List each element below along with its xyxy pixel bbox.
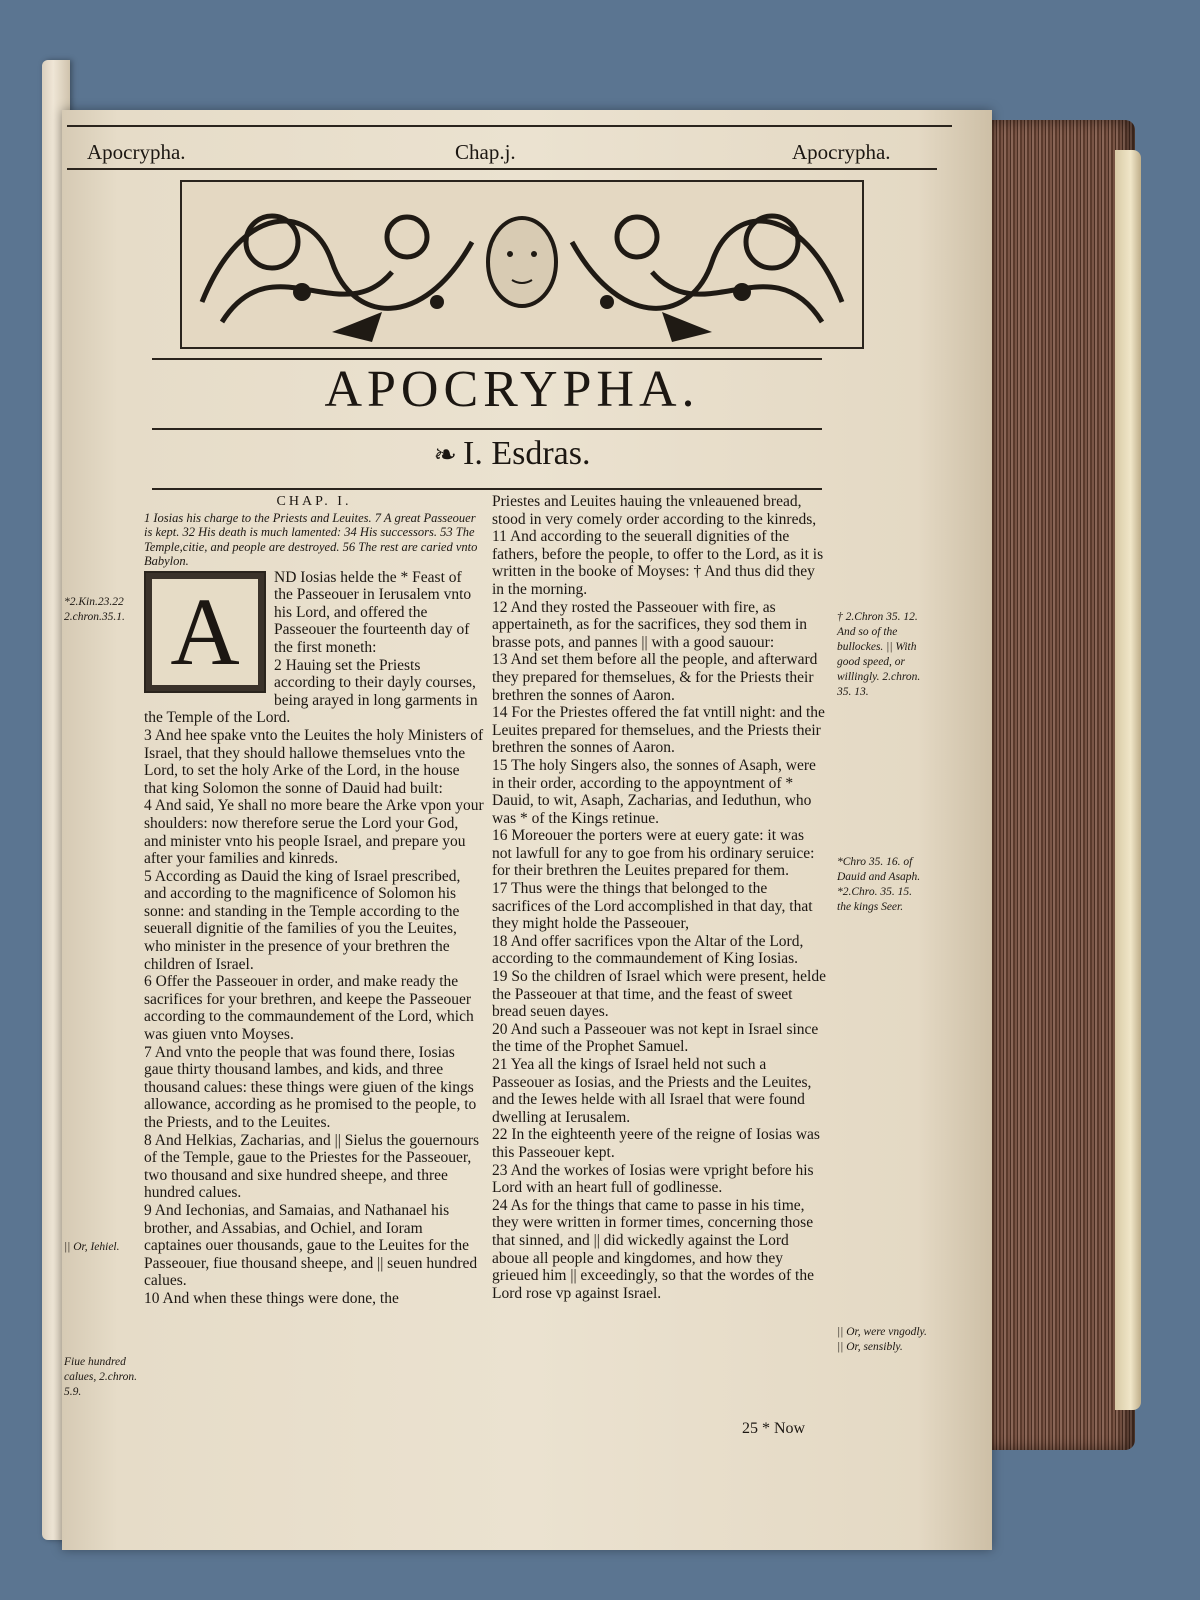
page-title: APOCRYPHA.	[324, 361, 700, 418]
chapter-heading: CHAP. I.	[276, 494, 352, 509]
verse-10-cont: Priestes and Leuites hauing the vnleauened bread, stood in very comely order according to the kinreds,	[492, 493, 817, 528]
chapter-summary: 1 Iosias his charge to the Priests and Leuites. 7 A great Passeouer is kept. 32 His death is much lamented: 34 His successors. 53 The Temple,citie, and people are destroyed. 56 The rest are caried vnto Babylon.	[144, 510, 478, 569]
verse-22: 22 In the eighteenth yeere of the reigne of Iosias was this Passeouer kept.	[492, 1126, 820, 1161]
verse-4: 4 And said, Ye shall no more beare the Arke vpon your shoulders: now therefore serue the Lord your God, and minister vnto his people Israel, and prepare you after your families and kinreds.	[144, 797, 484, 868]
verse-10: 10 And when these things were done, the	[144, 1289, 399, 1307]
margin-note-left-1: *2.Kin.23.22 2.chron.35.1.	[64, 596, 125, 623]
top-rule	[67, 125, 952, 127]
left-column	[144, 493, 484, 1308]
book-name: I. Esdras.	[463, 435, 591, 472]
book-page	[62, 110, 992, 1550]
book-subtitle	[152, 435, 872, 473]
margin-note-right-3: || Or, were vngodly. || Or, sensibly.	[837, 1326, 927, 1353]
verse-15: 15 The holy Singers also, the sonnes of Asaph, were in their order, according to the appoyntment of * Dauid, to wit, Asaph, Zacharias, and Ieduthun, who was * of the Kings retinue.	[492, 756, 816, 827]
verse-11: 11 And according to the seuerall dignities of the fathers, before the people, to offer to the Lord, as it is written in the booke of Moyses: † And thus did they in the morning.	[492, 528, 824, 598]
verse-18: 18 And offer sacrifices vpon the Altar of the Lord, according to the commaundement of King Iosias.	[492, 932, 804, 968]
verse-19: 19 So the children of Israel which were present, helde the Passeouer at that time, and the feast of sweet bread seuen dayes.	[492, 968, 826, 1021]
running-head-right: Apocrypha.	[792, 140, 891, 164]
verse-12: 12 And they rosted the Passeouer with fire, as appertaineth, as for the sacrifices, they sod them in brasse pots, and pannes || with a good sauour:	[492, 598, 808, 651]
book-cover-edge	[1115, 150, 1141, 1410]
verse-20: 20 And such a Passeouer was not kept in Israel since the time of the Prophet Samuel.	[492, 1020, 819, 1056]
book-page-edges	[985, 120, 1135, 1450]
margin-note-left-3: Fiue hundred calues, 2.chron. 5.9.	[64, 1356, 138, 1398]
margin-note-left-2: || Or, Iehiel.	[64, 1241, 120, 1253]
verse-14: 14 For the Priestes offered the fat vntill night: and the Leuites prepared for themselues, and the Priests their brethren the sonnes of Aaron.	[492, 704, 825, 757]
verse-3: 3 And hee spake vnto the Leuites the holy Ministers of Israel, that they should hallowe themselues vnto the Lord, to set the holy Arke of the Lord, in the house that king Solomon the sonne of Dauid had built:	[144, 726, 484, 797]
verse-24: 24 As for the things that came to passe in his time, they were written in former times, concerning those that sinned, and || did wickedly against the Lord aboue all people and kingdomes, and how they grieued him || exceedingly, so that the wordes of the Lord rose vp against Israel.	[492, 1196, 814, 1302]
verse-8: 8 And Helkias, Zacharias, and || Sielus the gouernours of the Temple, gaue to the Priestes for the Passeouer, two thousand and sixe hundred sheepe, and three hundred calues.	[144, 1131, 480, 1202]
title-rule-bottom	[152, 428, 822, 430]
running-head-center: Chap.j.	[455, 140, 516, 164]
margin-note-right-1: † 2.Chron 35. 12. And so of the bullockes. || With good speed, or willingly. 2.chron. 35. 13.	[837, 611, 921, 698]
fleuron-icon: ❧	[433, 440, 457, 471]
verse-21: 21 Yea all the kings of Israel held not such a Passeouer as Iosias, and the Priests and the Leuites, and the Iewes helde with all Israel that were found dwelling at Ierusalem.	[492, 1056, 812, 1126]
verse-9: 9 And Iechonias, and Samaias, and Nathanael his brother, and Assabias, and Ochiel, and Ioram captaines ouer thousands, gaue to the Leuites for the Passeouer, fiue thousand sheepe, and || seuen hundred calues.	[144, 1201, 478, 1290]
verse-1: ND Iosias helde the * Feast of the Passeouer in Ierusalem vnto his Lord, and offered the Passeouer the fourteenth day of the first moneth:	[274, 568, 472, 656]
subtitle-rule	[152, 488, 822, 490]
verse-2: 2 Hauing set the Priests according to their dayly courses, being arayed in long garments in the Temple of the Lord.	[144, 656, 478, 727]
catchword: 25 * Now	[742, 1420, 806, 1437]
margin-note-right-2: *Chro 35. 16. of Dauid and Asaph. *2.Chro. 35. 15. the kings Seer.	[837, 856, 921, 913]
verse-16: 16 Moreouer the porters were at euery gate: it was not lawfull for any to goe from his ordinary seruice: for their brethren the Leuites prepared for them.	[492, 827, 815, 880]
verse-6: 6 Offer the Passeouer in order, and make ready the sacrifices for your brethren, and keepe the Passeouer according to the commaundement of the Lord, which was giuen vnto Moyses.	[144, 973, 474, 1044]
verse-17: 17 Thus were the things that belonged to the sacrifices of the Lord accomplished in that day, that they might holde the Passeouer,	[492, 880, 813, 933]
running-head-left: Apocrypha.	[87, 140, 186, 164]
verse-7: 7 And vnto the people that was found there, Iosias gaue thirty thousand lambes, and kids, and three thousand calues: these things were giuen of the kings allowance, according as he promised to the people, to the Priests, and to the Leuites.	[144, 1043, 477, 1131]
verse-13: 13 And set them before all the people, and afterward they prepared for themselues, & for the Priests their brethren the sonnes of Aaron.	[492, 651, 818, 704]
right-column	[492, 493, 827, 1302]
verse-5: 5 According as Dauid the king of Israel prescribed, and according to the magnificence of Solomon his sonne: and standing in the Temple according to the seuerall dignitie of the families of you the Leuites, who minister in the presence of your brethren the children of Israel.	[144, 867, 461, 973]
verse-23: 23 And the workes of Iosias were vpright before his Lord with an heart full of godlinesse.	[492, 1161, 814, 1197]
decorated-initial	[144, 571, 266, 693]
header-rule	[67, 168, 937, 170]
headpiece-ornament	[180, 180, 864, 349]
initial-letter: A	[152, 579, 258, 685]
